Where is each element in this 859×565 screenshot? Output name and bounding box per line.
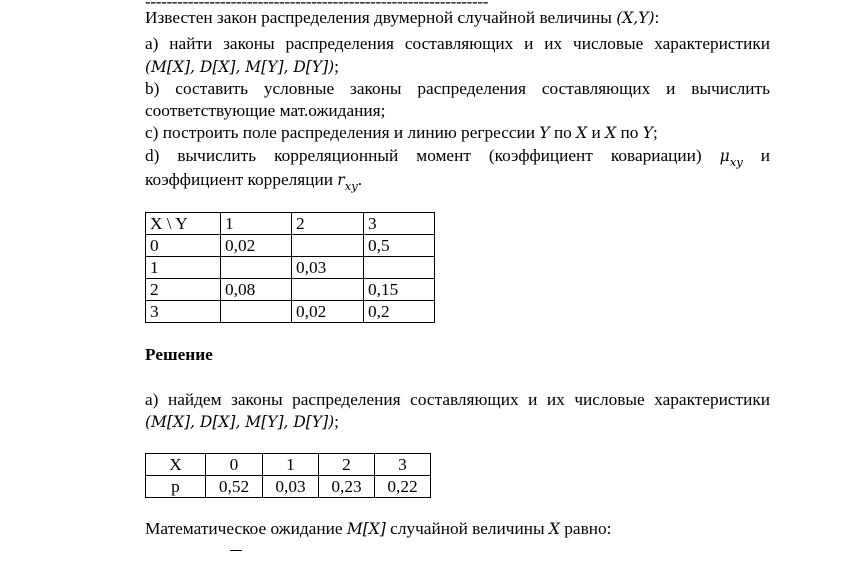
task-d-end: . <box>357 170 363 189</box>
expectation-var: X <box>548 520 560 538</box>
expectation-mid: случайной величины <box>390 519 545 538</box>
solution-heading: Решение <box>145 345 213 364</box>
table-cell: 0,03 <box>263 476 319 498</box>
expectation-math: M[X] <box>346 520 386 538</box>
table-cell: 0,02 <box>292 301 364 323</box>
task-d-and: и <box>760 146 770 165</box>
task-c-line <box>145 122 658 144</box>
task-d-r-sub: xy <box>344 179 358 193</box>
task-d-text: d) вычислить корреляционный момент (коэффициент ковариации) <box>145 146 702 165</box>
table-cell: 0,5 <box>364 235 435 257</box>
solution-a-math: (M[X], D[X], M[Y], D[Y]) <box>145 413 335 431</box>
task-d-r: r <box>337 171 345 189</box>
solution-a-end: ; <box>334 412 339 431</box>
table-header-cell: 2 <box>292 213 364 235</box>
table-header-cell: X \ Y <box>146 213 221 235</box>
table-cell: 3 <box>146 301 221 323</box>
table-cell: 0,52 <box>206 476 263 498</box>
task-c-by2: по <box>620 123 639 142</box>
separator-line: ---------------------------------------------------------------- <box>145 0 489 11</box>
table-row <box>146 476 431 498</box>
task-c-and: и <box>591 123 601 142</box>
task-d-text2: коэффициент корреляции <box>145 170 333 189</box>
table-row <box>146 257 435 279</box>
x-distribution-table <box>145 453 431 498</box>
task-c-text: с) построить поле распределения и линию регрессии <box>145 123 536 142</box>
table-row <box>146 454 431 476</box>
table-cell: 0,08 <box>221 279 292 301</box>
task-intro-math: (X,Y) <box>616 9 655 27</box>
task-intro-text: Известен закон распределения двумерной случайной величины <box>145 8 612 27</box>
table-cell: 0 <box>146 235 221 257</box>
table-cell: 1 <box>146 257 221 279</box>
table-row <box>146 279 435 301</box>
solution-a-text: а) найдем законы распределения составляющих и их числовые характеристики <box>145 390 770 409</box>
task-c-x2: X <box>605 124 617 142</box>
table-row <box>146 235 435 257</box>
task-a-line2 <box>145 56 339 78</box>
task-d-mu-sub: xy <box>729 155 743 169</box>
table-cell: 0,22 <box>375 476 431 498</box>
task-b-text2: соответствующие мат.ожидания; <box>145 101 386 120</box>
task-intro-end: : <box>654 8 660 27</box>
task-b-line1 <box>145 78 770 100</box>
task-b-line2 <box>145 100 385 122</box>
expectation-text: Математическое ожидание <box>145 519 343 538</box>
table-cell <box>221 257 292 279</box>
task-d-line2 <box>145 169 362 192</box>
task-c-y2: Y <box>642 124 653 142</box>
table-cell: 2 <box>146 279 221 301</box>
task-c-by1: по <box>553 123 572 142</box>
task-a-math: (M[X], D[X], M[Y], D[Y]) <box>145 58 335 76</box>
task-c-end: ; <box>652 123 658 142</box>
expectation-line <box>145 518 611 540</box>
solution-a-line2 <box>145 411 339 433</box>
table-header-row <box>146 213 435 235</box>
table-cell <box>364 257 435 279</box>
expectation-end: равно: <box>564 519 612 538</box>
table-cell: 0 <box>206 454 263 476</box>
task-b-text: b) составить условные законы распределения составляющих и вычислить <box>145 79 770 98</box>
table-cell <box>292 279 364 301</box>
task-a-text: а) найти законы распределения составляющих и их числовые характеристики <box>145 34 770 53</box>
table-cell <box>221 301 292 323</box>
joint-distribution-table <box>145 212 435 323</box>
table-cell: 3 <box>375 454 431 476</box>
task-d-mu: μ <box>719 147 730 165</box>
cut-off-formula-fragment <box>230 550 242 565</box>
task-a-end: ; <box>334 57 339 76</box>
task-intro <box>145 7 659 29</box>
table-cell: 0,2 <box>364 301 435 323</box>
table-cell <box>292 235 364 257</box>
task-c-y1: Y <box>539 124 550 142</box>
table-cell: X <box>146 454 206 476</box>
solution-a-line1 <box>145 389 770 411</box>
table-cell: 1 <box>263 454 319 476</box>
table-cell: 2 <box>319 454 375 476</box>
table-cell: 0,23 <box>319 476 375 498</box>
task-d-line1 <box>145 145 770 168</box>
table-cell: 0,15 <box>364 279 435 301</box>
table-header-cell: 3 <box>364 213 435 235</box>
task-a-line1 <box>145 33 770 55</box>
task-c-x1: X <box>576 124 588 142</box>
table-cell: 0,02 <box>221 235 292 257</box>
table-cell: p <box>146 476 206 498</box>
table-cell: 0,03 <box>292 257 364 279</box>
table-header-cell: 1 <box>221 213 292 235</box>
table-row <box>146 301 435 323</box>
